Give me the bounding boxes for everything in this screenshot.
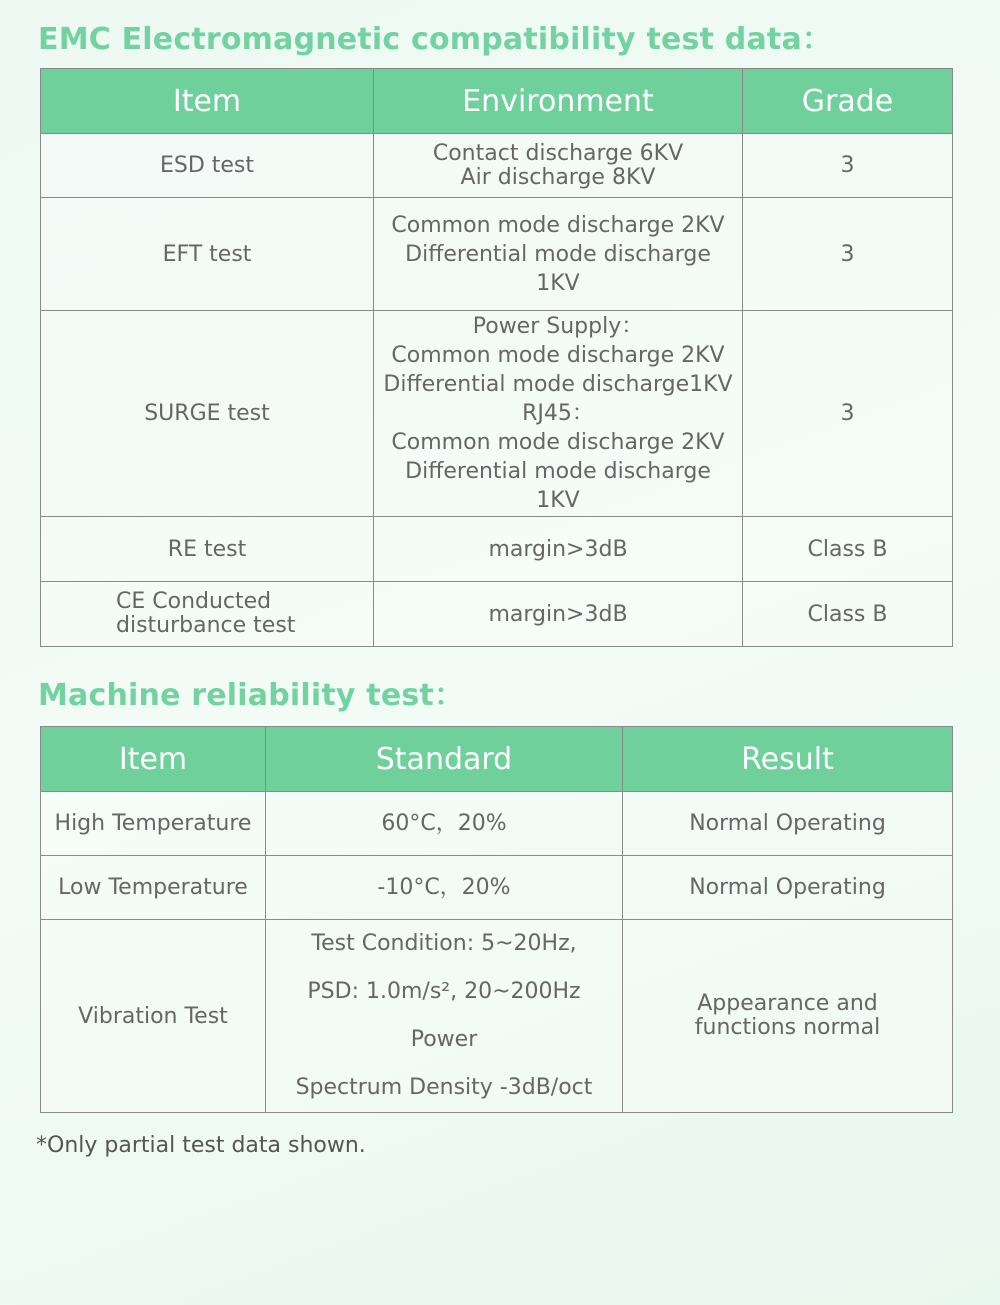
environment-line: Common mode discharge 2KV (391, 212, 725, 238)
emc-item-cell (41, 582, 374, 647)
reliability-header-result: Result (623, 727, 953, 792)
reliability-item-cell: Vibration Test (41, 920, 266, 1113)
environment-line: Common mode discharge 2KV (391, 343, 725, 368)
emc-header-environment: Environment (374, 69, 743, 134)
reliability-header-item: Item (41, 727, 266, 792)
reliability-item-cell: High Temperature (41, 792, 266, 856)
environment-line: Common mode discharge 2KV (391, 430, 725, 455)
emc-test-table (40, 68, 953, 647)
footnote: *Only partial test data shown. (36, 1133, 366, 1158)
reliability-item-cell: Low Temperature (41, 856, 266, 920)
item-line: CE Conducted (116, 589, 272, 614)
emc-grade-cell: 3 (743, 198, 953, 311)
emc-grade-cell: Class B (743, 517, 953, 582)
emc-header-grade: Grade (743, 69, 953, 134)
table-row (41, 517, 953, 582)
standard-line: Test Condition: 5~20Hz, (311, 931, 577, 956)
reliability-standard-cell (266, 920, 623, 1113)
emc-environment-cell: margin>3dB (374, 582, 743, 647)
reliability-header-row (41, 727, 953, 792)
result-line: Appearance and (697, 991, 878, 1016)
emc-item-cell: ESD test (41, 134, 374, 198)
table-row (41, 198, 953, 311)
table-row (41, 311, 953, 517)
emc-item-cell: RE test (41, 517, 374, 582)
table-row (41, 792, 953, 856)
environment-line: Differential mode discharge 1KV (405, 459, 711, 513)
environment-line: Differential mode discharge 1KV (405, 241, 711, 296)
emc-grade-cell: 3 (743, 134, 953, 198)
standard-line: PSD: 1.0m/s², 20~200Hz Power (307, 979, 581, 1052)
table-row (41, 582, 953, 647)
emc-header-row (41, 69, 953, 134)
emc-environment-cell (374, 134, 743, 198)
table-row (41, 134, 953, 198)
emc-environment-cell: margin>3dB (374, 517, 743, 582)
table-row (41, 856, 953, 920)
environment-line: Differential mode discharge1KV (383, 372, 733, 397)
emc-section-title: EMC Electromagnetic compatibility test data： (38, 22, 833, 57)
reliability-result-cell: Normal Operating (623, 792, 953, 856)
reliability-section-title: Machine reliability test： (38, 678, 465, 713)
emc-grade-cell: 3 (743, 311, 953, 517)
item-line: disturbance test (116, 613, 296, 638)
reliability-result-cell: Normal Operating (623, 856, 953, 920)
reliability-header-standard: Standard (266, 727, 623, 792)
emc-header-item: Item (41, 69, 374, 134)
emc-grade-cell: Class B (743, 582, 953, 647)
table-row (41, 920, 953, 1113)
environment-line: Contact discharge 6KV (432, 140, 684, 166)
emc-item-cell: EFT test (41, 198, 374, 311)
emc-environment-cell (374, 198, 743, 311)
emc-item-cell: SURGE test (41, 311, 374, 517)
environment-line: Air discharge 8KV (460, 164, 656, 190)
reliability-standard-cell: 60°C，20% (266, 792, 623, 856)
reliability-test-table (40, 726, 953, 1113)
emc-environment-cell (374, 311, 743, 517)
standard-line: Spectrum Density -3dB/oct (295, 1075, 593, 1100)
reliability-result-cell (623, 920, 953, 1113)
environment-line: Power Supply： (472, 314, 644, 339)
reliability-standard-cell: -10°C，20% (266, 856, 623, 920)
result-line: functions normal (694, 1015, 881, 1040)
environment-line: RJ45： (522, 401, 594, 426)
